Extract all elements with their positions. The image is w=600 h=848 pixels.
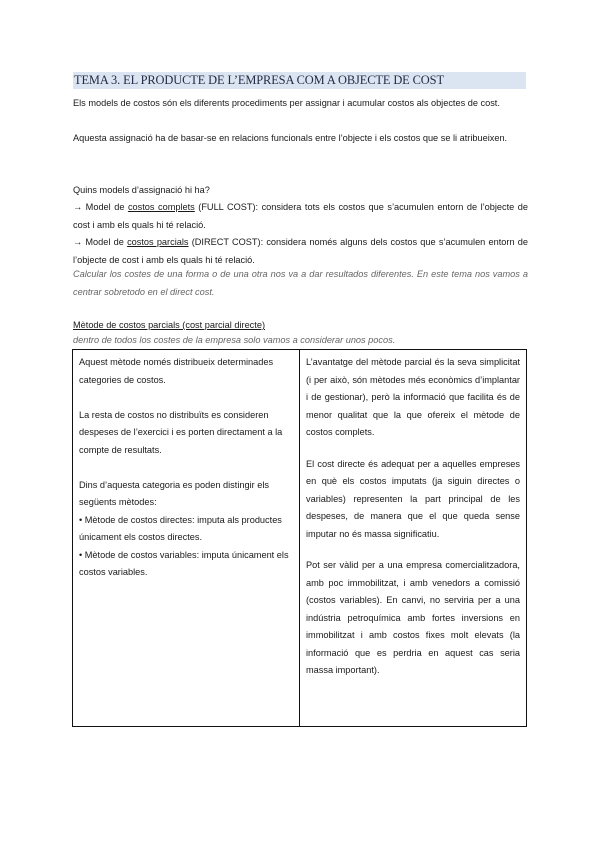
section-heading: Mètode de costos parcials (cost parcial directe) — [73, 320, 265, 330]
intro-paragraph-1: Els models de costos són els diferents procediments per assignar i acumular costos als objectes de cost. — [73, 98, 500, 108]
table-left-cell — [73, 350, 300, 726]
full-cost-model — [73, 199, 528, 234]
full-cost-term: costos complets — [127, 202, 195, 212]
comparison-table — [72, 349, 527, 727]
table-right-cell — [300, 350, 526, 726]
left-paragraph-1: Aquest mètode només distribueix determinades categories de costos. — [79, 357, 274, 385]
right-paragraph-2: El cost directe és adequat per a aquelles empreses en què els costos imputats (ja siguin directes o variables) representen la part principal de les despeses, de manera que el que queda sense imputar no és massa significatiu. — [306, 458, 520, 539]
right-paragraph-3: Pot ser vàlid per a una empresa comercialitzadora, amb poc immobilitzat, i amb venedors a comissió (costos variables). En canvi, no serviria per a una indústria petroquímica amb fortes inversions en immobilitzat i amb costos fixes molt elevats (la informació que es perdria en aquest cas seria massa important). — [306, 560, 520, 675]
models-question: Quins models d’assignació hi ha? — [73, 185, 210, 195]
direct-cost-description: (DIRECT COST): considera només alguns dels costos que s’acumulen entorn de l’objecte de cost i amb els quals hi té relació. — [73, 237, 528, 265]
page-title: TEMA 3. EL PRODUCTE DE L’EMPRESA COM A OBJECTE DE COST — [73, 72, 526, 89]
left-paragraph-2: La resta de costos no distribuïts es consideren despeses de l’exercici i es porten directament a la compte de resultats. — [79, 409, 283, 455]
left-bullet-1: • Mètode de costos directes: imputa als productes únicament els costos directes. — [79, 514, 282, 542]
direct-cost-term: costos parcials — [127, 237, 189, 247]
direct-cost-model — [73, 234, 528, 269]
full-cost-description: (FULL COST): considera tots els costos que s’acumulen entorn de l’objecte de cost i amb els quals hi té relació. — [73, 202, 529, 230]
section-note: dentro de todos los costes de la empresa solo vamos a considerar unos pocos. — [73, 335, 396, 345]
left-bullet-2: • Mètode de costos variables: imputa únicament els costos variables. — [79, 549, 289, 577]
models-note: Calcular los costes de una forma o de una otra nos va a dar resultados diferentes. En este tema nos vamos a centrar sobretodo en el direct cost. — [73, 269, 528, 297]
direct-cost-prefix: → Model de — [73, 237, 128, 247]
left-paragraph-3: Dins d’aquesta categoria es poden distingir els següents mètodes: — [79, 479, 269, 507]
full-cost-prefix: → Model de — [73, 202, 128, 212]
intro-paragraph-2: Aquesta assignació ha de basar-se en relacions funcionals entre l’objecte i els costos que se li atribueixen. — [73, 133, 508, 143]
right-paragraph-1: L’avantatge del mètode parcial és la seva simplicitat (i per això, són mètodes més econòmics d’implantar i de gestionar), però la informació que facilita és de menor qualitat que la que ofereix el mètode de costos complets. — [306, 357, 520, 437]
